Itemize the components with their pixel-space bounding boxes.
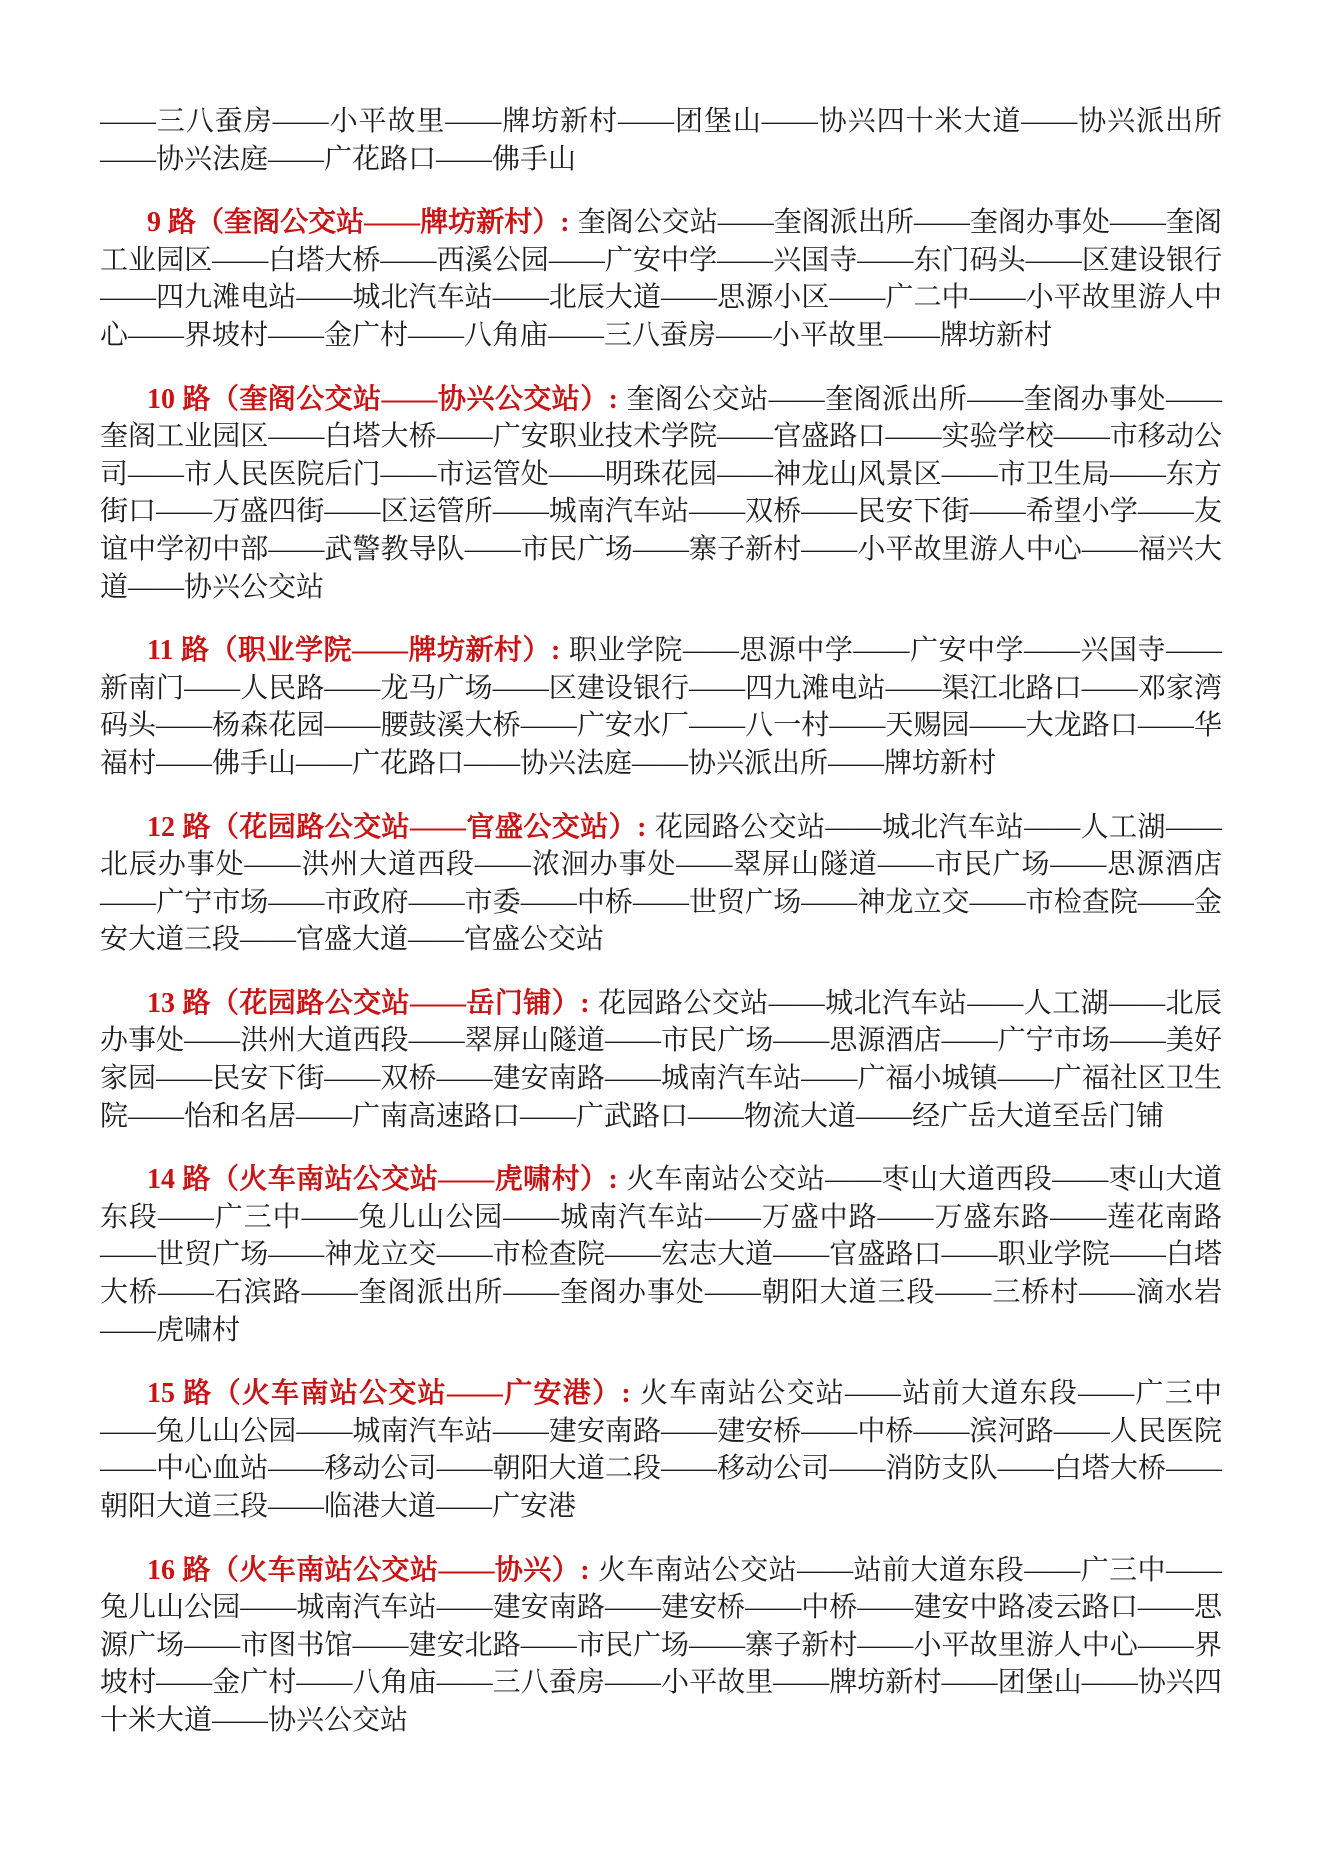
route-12-heading: 12 路（花园路公交站——官盛公交站）: <box>147 811 647 843</box>
route-14-stops: 火车南站公交站——枣山大道西段——枣山大道东段——广三中——兔儿山公园——城南汽车站——万盛中路——万盛东路——莲花南路——世贸广场——神龙立交——市检查院——宏志大道——官盛路口——职业学院——白塔大桥——石滨路——奎阁派出所——奎阁办事处——朝阳大道三段——三桥村——滴水岩——虎啸村 <box>100 1164 1222 1346</box>
route-15-stops: 火车南站公交站——站前大道东段——广三中——兔儿山公园——城南汽车站——建安南路——建安桥——中桥——滨河路——人民医院——中心血站——移动公司——朝阳大道二段——移动公司——消防支队——白塔大桥——朝阳大道三段——临港大道——广安港 <box>100 1378 1222 1522</box>
route-continuation-text: ——三八蚕房——小平故里——牌坊新村——团堡山——协兴四十米大道——协兴派出所——协兴法庭——广花路口——佛手山 <box>100 106 1222 175</box>
route-13-heading: 13 路（花园路公交站——岳门铺）: <box>147 987 590 1019</box>
route-11-heading: 11 路（职业学院——牌坊新村）: <box>147 635 561 667</box>
route-9-stops: 奎阁公交站——奎阁派出所——奎阁办事处——奎阁工业园区——白塔大桥——西溪公园——广安中学——兴国寺——东门码头——区建设银行——四九滩电站——城北汽车站——北辰大道——思源小区——广二中——小平故里游人中心——界坡村——金广村——八角庙——三八蚕房——小平故里——牌坊新村 <box>100 207 1222 351</box>
route-13-paragraph <box>100 985 1222 1135</box>
route-16-heading: 16 路（火车南站公交站——协兴）: <box>147 1554 590 1586</box>
route-12-paragraph <box>100 809 1222 959</box>
route-9-paragraph <box>100 204 1222 354</box>
route-12-stops: 花园路公交站——城北汽车站——人工湖——北辰办事处——洪州大道西段——浓洄办事处——翠屏山隧道——市民广场——思源酒店——广宁市场——市政府——市委——中桥——世贸广场——神龙立交——市检查院——金安大道三段——官盛大道——官盛公交站 <box>100 811 1222 956</box>
route-14-paragraph <box>100 1161 1222 1349</box>
route-13-stops: 花园路公交站——城北汽车站——人工湖——北辰办事处——洪州大道西段——翠屏山隧道——市民广场——思源酒店——广宁市场——美好家园——民安下街——双桥——建安南路——城南汽车站——广福小城镇——广福社区卫生院——怡和名居——广南高速路口——广武路口——物流大道——经广岳大道至岳门铺 <box>100 987 1222 1132</box>
route-11-paragraph <box>100 632 1222 782</box>
route-15-heading: 15 路（火车南站公交站——广安港）: <box>147 1378 631 1410</box>
route-16-paragraph <box>100 1552 1222 1740</box>
route-10-heading: 10 路（奎阁公交站——协兴公交站）: <box>147 383 618 415</box>
route-11-stops: 职业学院——思源中学——广安中学——兴国寺——新南门——人民路——龙马广场——区建设银行——四九滩电站——渠江北路口——邓家湾码头——杨森花园——腰鼓溪大桥——广安水厂——八一村——天赐园——大龙路口——华福村——佛手山——广花路口——协兴法庭——协兴派出所——牌坊新村 <box>100 635 1222 779</box>
route-16-stops: 火车南站公交站——站前大道东段——广三中——兔儿山公园——城南汽车站——建安南路——建安桥——中桥——建安中路凌云路口——思源广场——市图书馆——建安北路——市民广场——寨子新村——小平故里游人中心——界坡村——金广村——八角庙——三八蚕房——小平故里——牌坊新村——团堡山——协兴四十米大道——协兴公交站 <box>100 1554 1222 1736</box>
route-10-stops: 奎阁公交站——奎阁派出所——奎阁办事处——奎阁工业园区——白塔大桥——广安职业技术学院——官盛路口——实验学校——市移动公司——市人民医院后门——市运管处——明珠花园——神龙山风景区——市卫生局——东方街口——万盛四街——区运管所——城南汽车站——双桥——民安下街——希望小学——友谊中学初中部——武警教导队——市民广场——寨子新村——小平故里游人中心——福兴大道——协兴公交站 <box>100 383 1222 603</box>
route-15-paragraph <box>100 1375 1222 1525</box>
route-10-paragraph <box>100 381 1222 607</box>
route-14-heading: 14 路（火车南站公交站——虎啸村）: <box>147 1164 618 1196</box>
route-9-heading: 9 路（奎阁公交站——牌坊新村）: <box>147 207 570 239</box>
